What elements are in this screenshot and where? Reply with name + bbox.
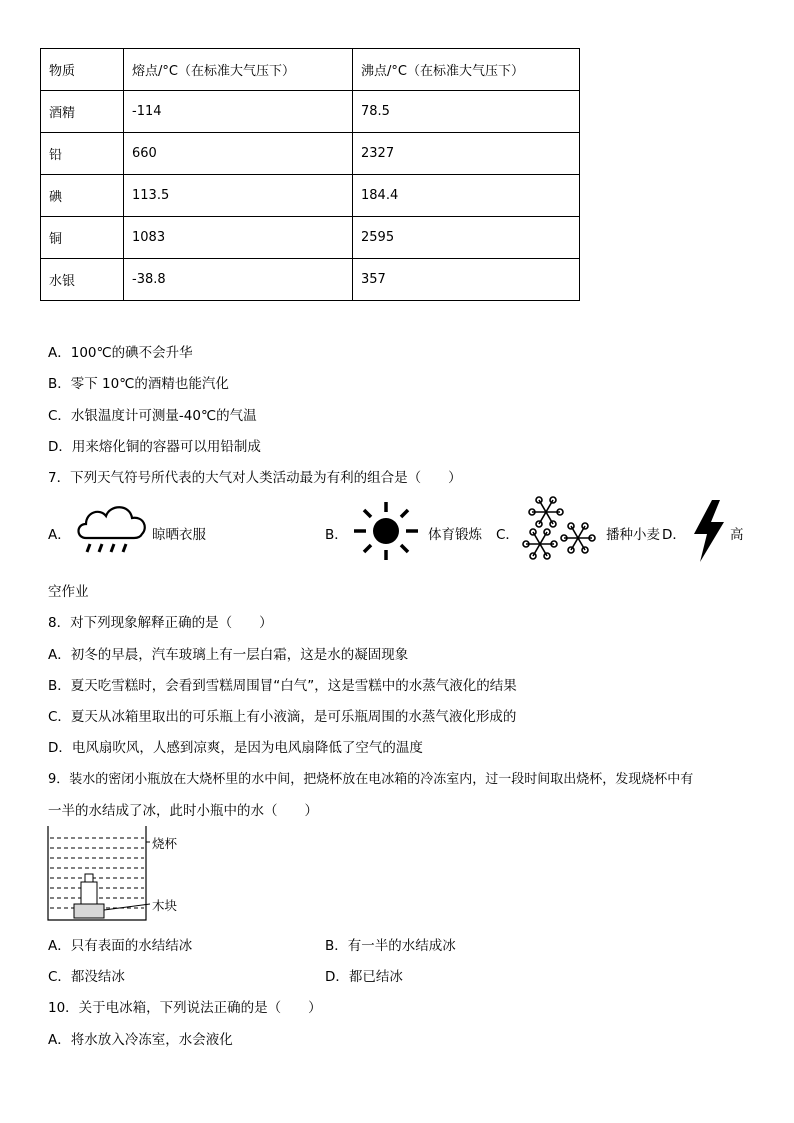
table-cell: 660	[124, 133, 353, 175]
beaker-label: 烧杯	[152, 836, 178, 851]
table-cell: 2327	[353, 133, 580, 175]
table-cell: 碘	[41, 175, 124, 217]
table-header-cell: 熔点/°C（在标准大气压下）	[124, 49, 353, 91]
table-row	[41, 175, 580, 217]
table-header-row	[41, 49, 580, 91]
table-row	[41, 259, 580, 301]
q8-option-d: D．电风扇吹风，人感到凉爽，是因为电风扇降低了空气的温度	[48, 740, 423, 756]
q7-option-c-prefix: C．	[496, 527, 519, 543]
table-header-cell: 物质	[41, 49, 124, 91]
q7-option-b-prefix: B．	[325, 527, 348, 543]
q7-option-d-prefix: D．	[662, 527, 686, 543]
table-cell: 1083	[124, 217, 353, 259]
q7-option-c-text: 播种小麦	[606, 527, 660, 543]
q8-stem: 8．对下列现象解释正确的是（ ）	[48, 615, 273, 631]
table-row	[41, 91, 580, 133]
q6-option-d: D．用来熔化铜的容器可以用铅制成	[48, 439, 261, 455]
rain-cloud-icon	[74, 498, 154, 562]
q7-stem: 7．下列天气符号所代表的大气对人类活动最为有利的组合是（ ）	[48, 470, 462, 486]
table-cell: 113.5	[124, 175, 353, 217]
q8-option-a: A．初冬的早晨，汽车玻璃上有一层白霜，这是水的凝固现象	[48, 647, 409, 663]
q7-option-a-text: 晾晒衣服	[152, 527, 206, 543]
q10-option-a: A．将水放入冷冻室，水会液化	[48, 1032, 233, 1048]
table-cell: -38.8	[124, 259, 353, 301]
q9-stem-line2: 一半的水结成了冰，此时小瓶中的水（ ）	[48, 803, 318, 819]
q9-stem-line1: 9．装水的密闭小瓶放在大烧杯里的水中间，把烧杯放在电冰箱的冷冻室内，过一段时间取出烧杯，发现烧杯中有	[48, 772, 694, 787]
table-cell: -114	[124, 91, 353, 133]
lightning-icon	[692, 500, 726, 562]
q8-option-c: C．夏天从冰箱里取出的可乐瓶上有小液滴，是可乐瓶周围的水蒸气液化形成的	[48, 709, 517, 725]
wood-block-label: 木块	[152, 898, 178, 913]
table-cell: 水银	[41, 259, 124, 301]
q7-option-d-text: 高	[730, 527, 744, 543]
q6-option-b: B．零下 10℃的酒精也能汽化	[48, 376, 229, 392]
table-row	[41, 217, 580, 259]
table-cell: 铜	[41, 217, 124, 259]
q6-option-c: C．水银温度计可测量-40℃的气温	[48, 408, 257, 424]
q7-option-b-text: 体育锻炼	[428, 527, 482, 543]
q8-option-b: B．夏天吃雪糕时，会看到雪糕周围冒“白气”，这是雪糕中的水蒸气液化的结果	[48, 678, 517, 694]
q10-stem: 10．关于电冰箱，下列说法正确的是（ ）	[48, 1000, 322, 1016]
q6-option-a: A．100℃的碘不会升华	[48, 345, 193, 361]
table-cell: 184.4	[353, 175, 580, 217]
q9-option-d: D．都已结冰	[325, 969, 403, 985]
q9-option-b: B．有一半的水结成冰	[325, 938, 456, 954]
table-row	[41, 133, 580, 175]
q7-option-d-continuation: 空作业	[48, 584, 89, 600]
table-cell: 78.5	[353, 91, 580, 133]
melting-boiling-table	[40, 48, 580, 301]
sun-icon	[350, 500, 422, 562]
snowflake-icon	[520, 494, 602, 568]
table-cell: 铅	[41, 133, 124, 175]
q9-option-c: C．都没结冰	[48, 969, 125, 985]
q7-option-a-prefix: A．	[48, 527, 71, 543]
table-header-cell: 沸点/°C（在标准大气压下）	[353, 49, 580, 91]
table-cell: 2595	[353, 217, 580, 259]
table-cell: 酒精	[41, 91, 124, 133]
table-cell: 357	[353, 259, 580, 301]
beaker-diagram	[46, 826, 156, 922]
q9-option-a: A．只有表面的水结结冰	[48, 938, 193, 954]
